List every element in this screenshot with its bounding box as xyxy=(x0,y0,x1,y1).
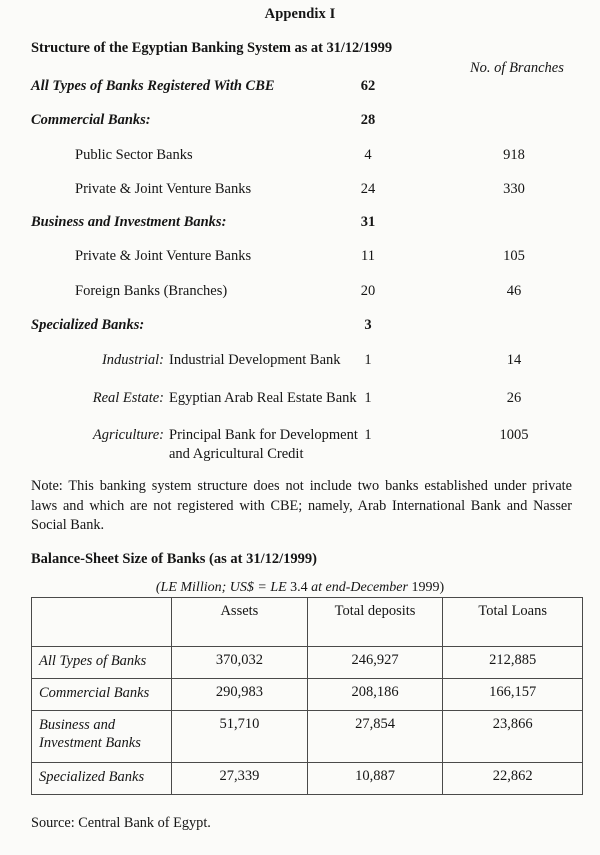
cell-loans: 23,866 xyxy=(443,711,583,763)
row-category: Real Estate: xyxy=(92,390,164,406)
row-count: 1 xyxy=(364,427,372,443)
balance-sheet-table xyxy=(31,597,583,795)
cell-assets: 370,032 xyxy=(172,647,308,679)
subtitle-part-4: 1999) xyxy=(411,580,445,595)
structure-row xyxy=(0,352,600,372)
structure-heading: Structure of the Egyptian Banking System as at 31/12/1999 xyxy=(31,40,393,56)
structure-row xyxy=(0,283,600,303)
cell-assets: 290,983 xyxy=(172,679,308,711)
row-label: Business and Investment Banks: xyxy=(31,214,227,230)
cell-loans: 212,885 xyxy=(443,647,583,679)
appendix-title: Appendix I xyxy=(264,6,336,22)
row-count: 20 xyxy=(360,283,376,299)
balance-sheet-heading: Balance-Sheet Size of Banks (as at 31/12/1999) xyxy=(31,551,317,567)
row-label: Specialized Banks xyxy=(32,763,172,795)
cell-loans: 166,157 xyxy=(443,679,583,711)
cell-assets: 51,710 xyxy=(172,711,308,763)
row-count: 31 xyxy=(360,214,376,230)
row-count: 24 xyxy=(360,181,376,197)
row-branches: 918 xyxy=(503,147,525,163)
row-label-line1: Business and xyxy=(39,717,116,733)
cell-loans: 22,862 xyxy=(443,763,583,795)
structure-row xyxy=(0,112,600,132)
row-label-line2: Investment Banks xyxy=(39,735,141,751)
structure-row xyxy=(0,78,600,98)
subtitle-part-2: 3.4 xyxy=(290,580,308,595)
row-label: Commercial Banks xyxy=(32,679,172,711)
subtitle-part-1: (LE Million; US$ = LE xyxy=(155,580,287,595)
row-branches: 14 xyxy=(506,352,522,368)
row-branches: 105 xyxy=(503,248,525,264)
row-label: Public Sector Banks xyxy=(75,147,193,163)
row-category: Agriculture: xyxy=(92,427,164,443)
row-label: Foreign Banks (Branches) xyxy=(75,283,228,299)
structure-row xyxy=(0,147,600,167)
column-header-loans: Total Loans xyxy=(443,598,583,647)
row-count: 4 xyxy=(364,147,372,163)
row-count: 1 xyxy=(364,352,372,368)
cell-deposits: 10,887 xyxy=(307,763,443,795)
cell-deposits: 246,927 xyxy=(307,647,443,679)
row-label: All Types of Banks Registered With CBE xyxy=(31,78,275,94)
column-header-deposits: Total deposits xyxy=(307,598,443,647)
row-label xyxy=(32,711,172,763)
structure-row xyxy=(0,427,600,462)
branches-column-header: No. of Branches xyxy=(470,60,564,76)
balance-sheet-subtitle xyxy=(0,580,600,596)
structure-row xyxy=(0,181,600,201)
table-row xyxy=(32,763,583,795)
table-row xyxy=(32,647,583,679)
row-label xyxy=(169,427,358,462)
row-label: Private & Joint Venture Banks xyxy=(75,248,252,264)
table-row xyxy=(32,711,583,763)
subtitle-part-3: at end-December xyxy=(311,580,408,595)
table-header-row xyxy=(32,598,583,647)
cell-deposits: 27,854 xyxy=(307,711,443,763)
row-branches: 1005 xyxy=(499,427,529,443)
structure-row xyxy=(0,390,600,410)
row-label-line1: Principal Bank for Development xyxy=(169,427,358,443)
cell-deposits: 208,186 xyxy=(307,679,443,711)
table-row xyxy=(32,679,583,711)
row-count: 11 xyxy=(361,248,375,264)
note-paragraph: Note: This banking system structure does not include two banks established under private laws and which are not registered with CBE; namely, Arab International Bank and Nasser Social Bank. xyxy=(31,478,572,533)
row-label: Specialized Banks: xyxy=(31,317,145,333)
column-header-blank xyxy=(32,598,172,647)
row-count: 3 xyxy=(364,317,372,333)
row-count: 62 xyxy=(360,78,376,94)
structure-row xyxy=(0,317,600,337)
cell-assets: 27,339 xyxy=(172,763,308,795)
row-label: Industrial Development Bank xyxy=(169,352,341,368)
row-label: Private & Joint Venture Banks xyxy=(75,181,252,197)
row-branches: 46 xyxy=(506,283,522,299)
row-branches: 330 xyxy=(503,181,525,197)
row-label-line2: and Agricultural Credit xyxy=(169,446,304,462)
row-count: 1 xyxy=(364,390,372,406)
row-branches: 26 xyxy=(506,390,522,406)
row-category: Industrial: xyxy=(101,352,164,368)
row-label: All Types of Banks xyxy=(32,647,172,679)
source-note: Source: Central Bank of Egypt. xyxy=(31,815,211,831)
row-label: Egyptian Arab Real Estate Bank xyxy=(169,390,357,406)
structure-row xyxy=(0,214,600,234)
row-count: 28 xyxy=(360,112,376,128)
column-header-assets: Assets xyxy=(172,598,308,647)
structure-row xyxy=(0,248,600,268)
row-label: Commercial Banks: xyxy=(31,112,151,128)
